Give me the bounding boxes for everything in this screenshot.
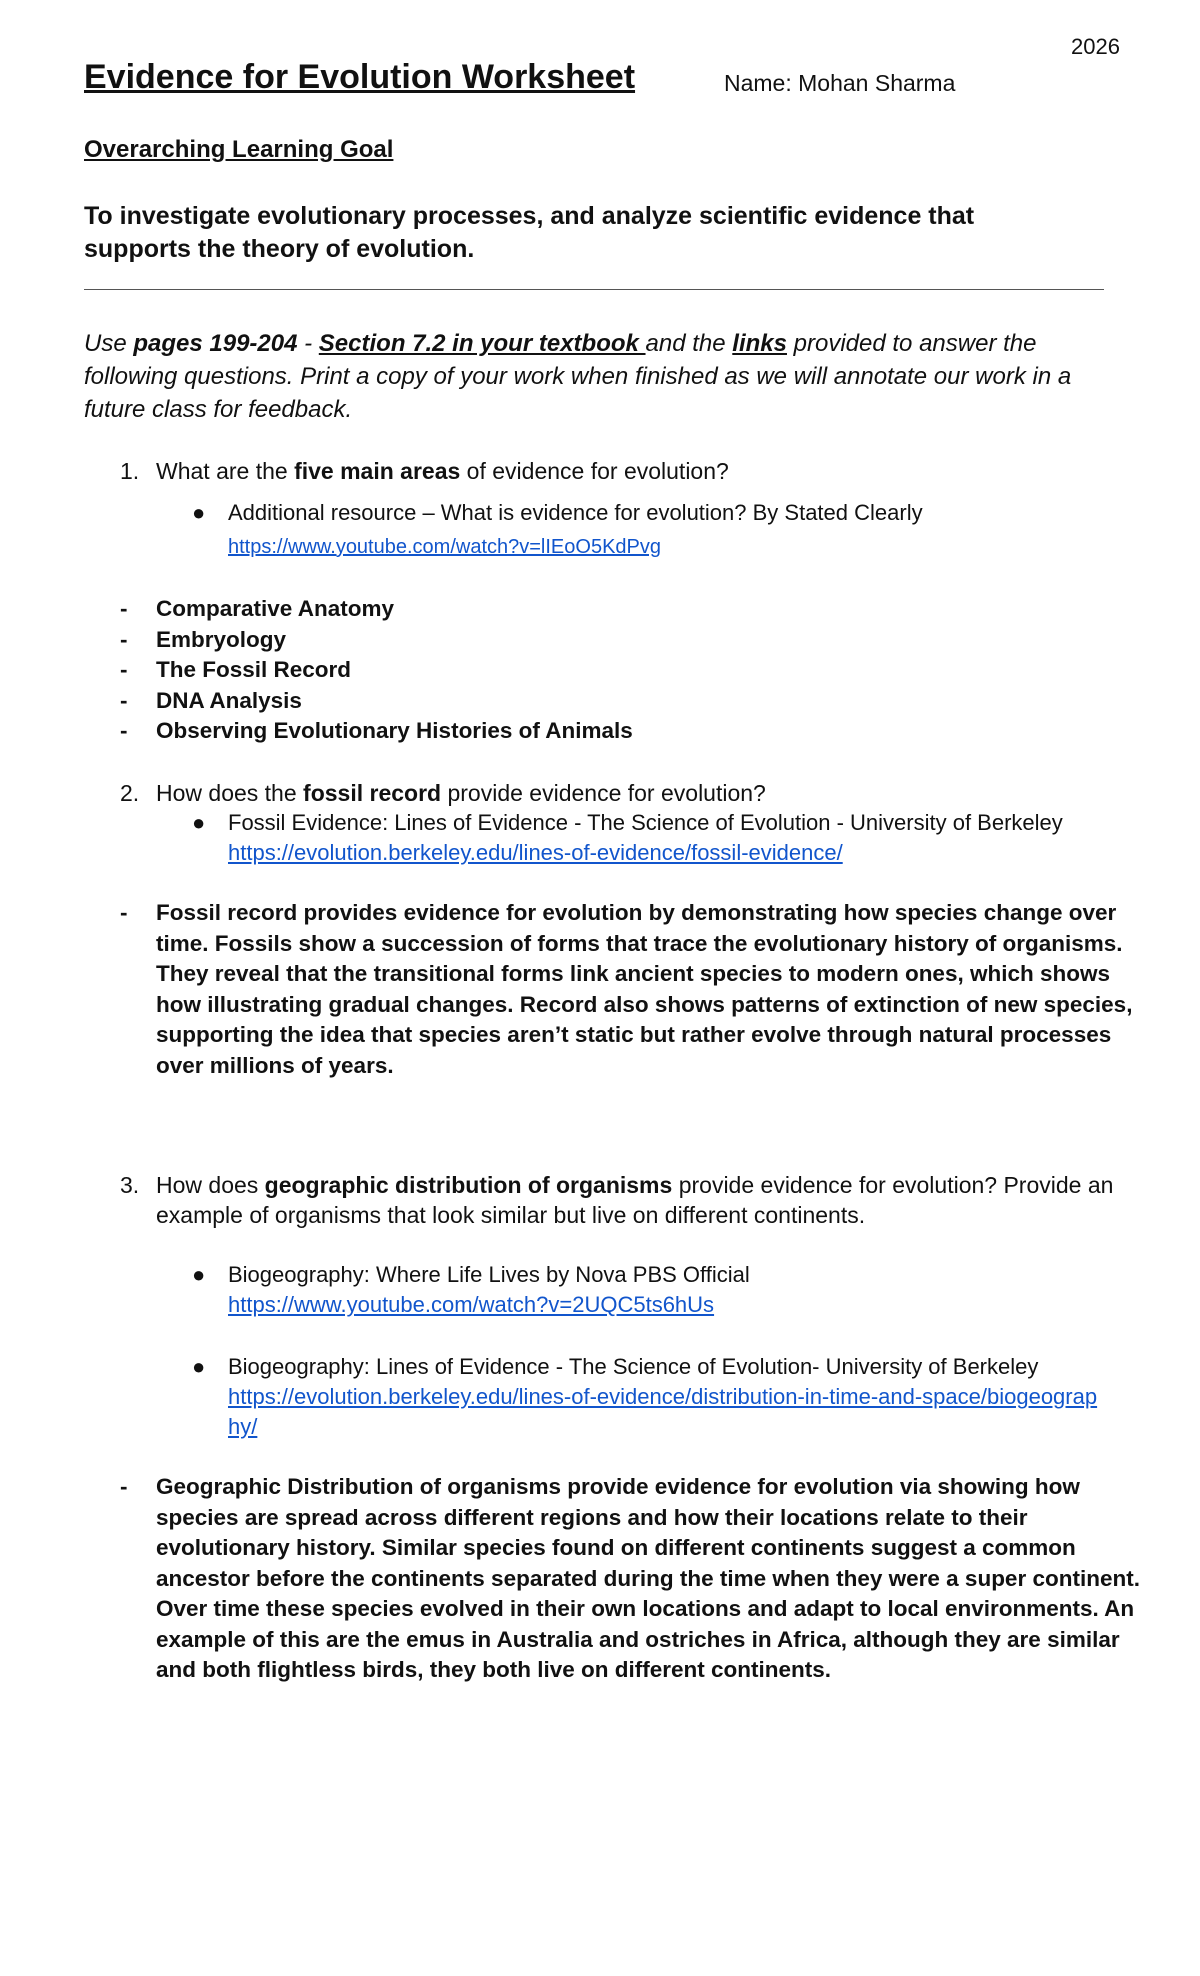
goal-text: To investigate evolutionary processes, and analyze scientific evidence that supports the theory of evolution. bbox=[84, 202, 975, 263]
intro-rest: provided to answer the following questions. Print a copy of your work when finished as we will annotate our work in a future class for feedback. bbox=[84, 330, 1072, 423]
worksheet-page: 2026 Evidence for Evolution Worksheet Name: Mohan Sharma Overarching Learning Goal To investigate evolutionary processes, and analyze scientific evidence that supports the theory of evolution. Use pages 199-204 - Section 7.2 in your textbook and the links provided to answer the following questions. Print a copy of your work when finished as we will annotate our work in a future class for feedback. 1. What are the five main areas of evidence for evolution? ● Additional resource – What is evidence for evolution? By Stated Clearly https://www.youtube.com/watch?v=lIEoO5KdPvg - Comparative Anatomy - Embryology - The Fossil Record - DNA Analysis - Observing Evolutionary Histories of Animals 2. How does the fossil record provide evidence for evolution? ● Fossil Evidence: Lines of Evidence - The Science of Evolution - University of Berkeley https://evolution.berkeley.edu/lines-of-evidence/fossil-evidence/ - Fossil record provides evidence for evolution by demonstrating how species change over time. Fossils show a succession of forms that trace the evolutionary history of organisms. They reveal that the transitional forms link ancient species to modern ones, which shows how illustrating gradual changes. Record also shows patterns of extinction of new species, supporting the idea that species aren’t static but rather evolve through natural processes over millions of years. 3. How does geographic distribution of organisms provide evidence for evolution? Provide an example of organisms that look similar but live on different continents. ● Biogeography: Where Life Lives by Nova PBS Official https://www.youtube.com/watch?v=2UQC5ts6hUs ● Biogeography: Lines of Evidence - The Science of Evolution- University of Berkeley https://evolution.berkeley.edu/lines-of-evidence/distribution-in-time-and-space/biogeography/ - Geographic Distribution of organisms provide evidence for evolution via showing how species are spread across different regions and how their locations relate to their evolutionary history. Similar species found on different continents suggest a common ancestor before the continents separated during the time when they were a super continent. Over time these species evolved in their own locations and adapt to local environments. An example of this are the emus in Australia and ostriches in Africa, although they are similar and both flightless birds, they both live on different continents. bbox=[0, 0, 1200, 1976]
answer-text: Fossil record provides evidence for evolution by demonstrating how species change over time. Fossils show a succession of forms that trace the evolutionary history of organisms. They reveal that the transitional forms link ancient species to modern ones, which shows how illustrating gradual changes. Record also shows patterns of extinction of new species, supporting the idea that species aren’t static but rather evolve through natural processes over millions of years. bbox=[156, 900, 1133, 1078]
question-text: How does the fossil record provide evidence for evolution? bbox=[156, 780, 766, 806]
intro-sep: - bbox=[297, 330, 319, 357]
question-number: 3. bbox=[120, 1172, 140, 1198]
goal-heading: Overarching Learning Goal bbox=[84, 136, 394, 163]
list-item: - Comparative Anatomy bbox=[120, 596, 394, 621]
list-item: - DNA Analysis bbox=[120, 687, 302, 713]
bullet-icon: ● bbox=[192, 1262, 206, 1287]
intro-pages: pages 199-204 bbox=[133, 330, 298, 357]
question-number: 2. bbox=[120, 780, 140, 806]
instructions bbox=[84, 327, 1114, 426]
resource-link[interactable]: https://evolution.berkeley.edu/lines-of-evidence/distribution-in-time-and-space/biogeography/ bbox=[228, 1384, 1098, 1439]
year-label: 2026 bbox=[1071, 34, 1120, 59]
list-item: - The Fossil Record bbox=[120, 657, 352, 682]
bullet-icon: ● bbox=[192, 810, 206, 835]
question-text: What are the five main areas of evidence for evolution? bbox=[156, 458, 729, 484]
list-item: - Observing Evolutionary Histories of Animals bbox=[120, 718, 633, 743]
answer-text: Geographic Distribution of organisms provide evidence for evolution via showing how species are spread across different regions and how their locations relate to their evolutionary history. Similar species found on different continents suggest a common ancestor before the continents separated during the time when they were a super continent. Over time these species evolved in their own locations and adapt to local environments. An example of this are the emus in Australia and ostriches in Africa, although they are similar and both flightless birds, they both live on different continents. bbox=[156, 1474, 1140, 1682]
bullet-icon: ● bbox=[192, 500, 206, 525]
divider bbox=[84, 289, 1104, 290]
five-areas-list bbox=[120, 594, 633, 747]
intro-and-the: and the bbox=[645, 330, 733, 357]
question-number: 1. bbox=[120, 458, 140, 484]
resource-text: Fossil Evidence: Lines of Evidence - The Science of Evolution - University of Berkeley https://evolution.berkeley.edu/lines-of-evidence/fossil-evidence/ bbox=[228, 810, 1063, 865]
resource-text: Biogeography: Lines of Evidence - The Science of Evolution- University of Berkeley https://evolution.berkeley.edu/lines-of-evidence/distribution-in-time-and-space/biogeography/ bbox=[228, 1354, 1098, 1439]
resource-link[interactable]: https://www.youtube.com/watch?v=2UQC5ts6hUs bbox=[228, 1292, 715, 1317]
textbook-section-link[interactable]: Section 7.2 in your textbook bbox=[318, 330, 646, 357]
resource-link[interactable]: https://www.youtube.com/watch?v=lIEoO5KdPvg bbox=[228, 536, 661, 558]
question-text: How does geographic distribution of organisms provide evidence for evolution? Provide an example of organisms that look similar but live on different continents. bbox=[156, 1172, 1114, 1228]
intro-use: Use bbox=[84, 330, 134, 357]
student-name: Name: Mohan Sharma bbox=[724, 70, 956, 96]
links-reference[interactable]: links bbox=[732, 330, 787, 357]
resource-link[interactable]: https://evolution.berkeley.edu/lines-of-evidence/fossil-evidence/ bbox=[228, 840, 843, 865]
resource-text: Additional resource – What is evidence for evolution? By Stated Clearly https://www.youtube.com/watch?v=lIEoO5KdPvg bbox=[228, 500, 923, 558]
resource-text: Biogeography: Where Life Lives by Nova PBS Official https://www.youtube.com/watch?v=2UQC5ts6hUs bbox=[228, 1262, 750, 1317]
page-title: Evidence for Evolution Worksheet bbox=[84, 58, 636, 96]
list-item: - Embryology bbox=[120, 626, 287, 652]
bullet-icon: ● bbox=[192, 1354, 206, 1379]
